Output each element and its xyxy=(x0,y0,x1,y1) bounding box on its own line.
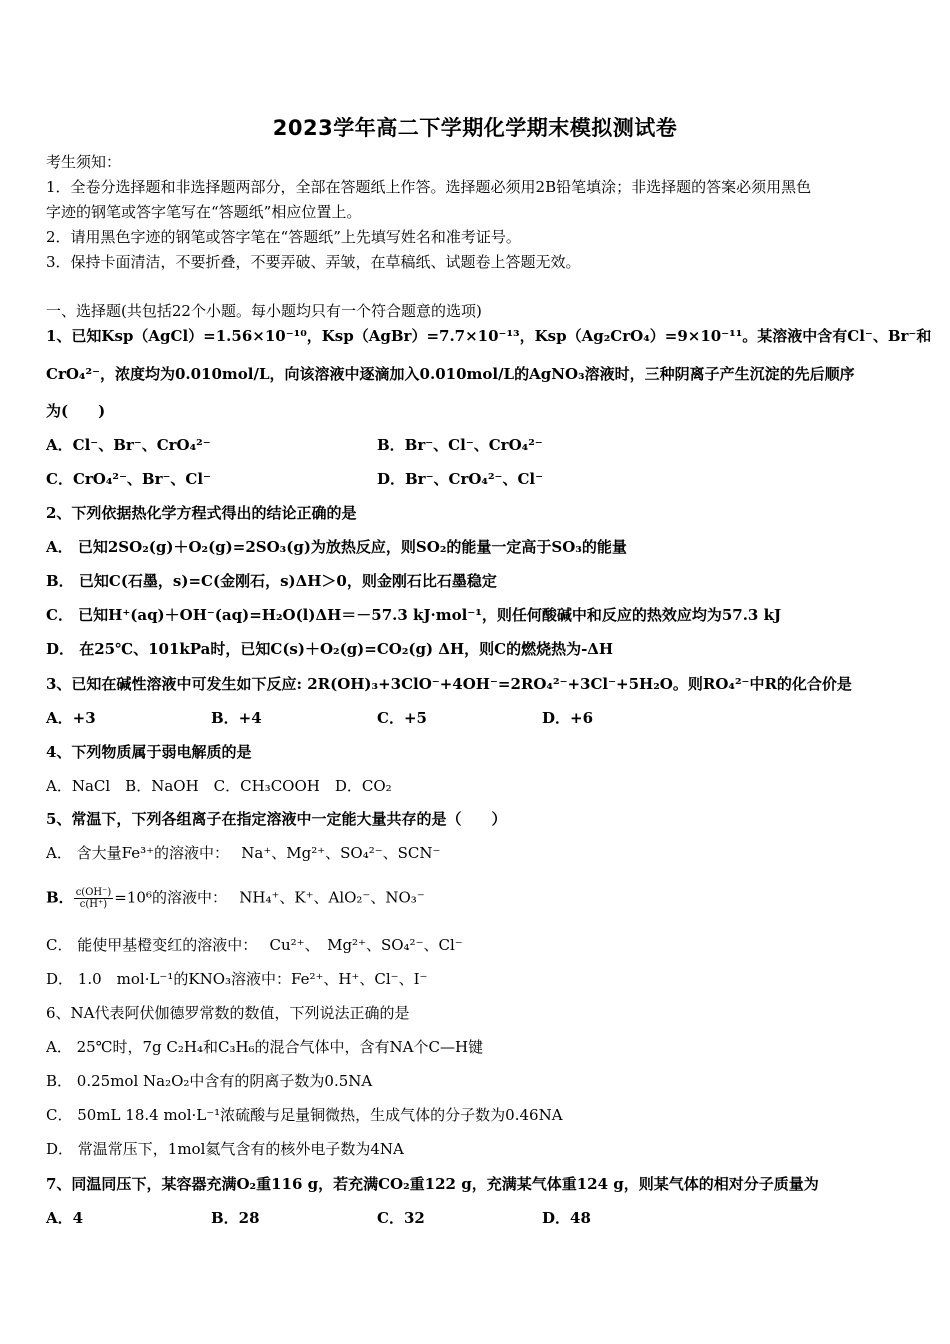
q1-option-a: A．Cl⁻、Br⁻、CrO₄²⁻ xyxy=(46,436,211,454)
q1-option-b: B．Br⁻、Cl⁻、CrO₄²⁻ xyxy=(377,436,543,454)
q7-option-a: A．4 xyxy=(46,1209,84,1227)
q7-option-d: D．48 xyxy=(542,1209,591,1227)
fraction-denominator: c(H⁺) xyxy=(79,899,108,910)
q2-option-a: A． 已知2SO₂(g)＋O₂(g)=2SO₃(g)为放热反应，则SO₂的能量一定高于SO₃的能量 xyxy=(46,538,627,556)
q4-stem: 4、下列物质属于弱电解质的是 xyxy=(46,743,252,761)
q5-option-b xyxy=(46,887,425,910)
fraction-numerator: c(OH⁻) xyxy=(75,887,112,898)
q5-stem: 5、常温下，下列各组离子在指定溶液中一定能大量共存的是（ ） xyxy=(46,810,507,828)
q4-options: A．NaCl B．NaOH C．CH₃COOH D．CO₂ xyxy=(46,777,392,795)
q5-option-b-letter: B． xyxy=(46,888,74,907)
q2-option-c: C． 已知H⁺(aq)＋OH⁻(aq)=H₂O(l)ΔH＝－57.3 kJ·mol⁻¹，则任何酸碱中和反应的热效应均为57.3 kJ xyxy=(46,606,782,624)
notice-line-3: 3．保持卡面清洁，不要折叠，不要弄破、弄皱，在草稿纸、试题卷上答题无效。 xyxy=(46,253,581,271)
q6-stem: 6、NA代表阿伏伽德罗常数的数值，下列说法正确的是 xyxy=(46,1004,410,1022)
q3-option-c: C．+5 xyxy=(377,709,427,727)
notice-line-1: 1．全卷分选择题和非选择题两部分，全部在答题纸上作答。选择题必须用2B铅笔填涂；非选择题的答案必须用黑色 xyxy=(46,178,812,196)
q1-stem-line-1: 1、已知Ksp（AgCl）=1.56×10⁻¹⁰，Ksp（AgBr）=7.7×10⁻¹³，Ksp（Ag₂CrO₄）=9×10⁻¹¹。某溶液中含有Cl⁻、Br⁻和 xyxy=(46,327,932,345)
q7-stem: 7、同温同压下，某容器充满O₂重116 g，若充满CO₂重122 g，充满某气体重124 g，则某气体的相对分子质量为 xyxy=(46,1175,819,1193)
q7-option-c: C．32 xyxy=(377,1209,425,1227)
q5-option-b-text: =10⁶的溶液中： NH₄⁺、K⁺、AlO₂⁻、NO₃⁻ xyxy=(114,888,425,907)
notice-line-1b: 字迹的钢笔或答字笔写在“答题纸”相应位置上。 xyxy=(46,203,362,221)
page-title: 2023学年高二下学期化学期末模拟测试卷 xyxy=(272,116,678,140)
notice-heading: 考生须知： xyxy=(46,153,122,171)
q5-option-d: D． 1.0 mol·L⁻¹的KNO₃溶液中：Fe²⁺、H⁺、Cl⁻、I⁻ xyxy=(46,970,428,988)
q5-option-a: A． 含大量Fe³⁺的溶液中： Na⁺、Mg²⁺、SO₄²⁻、SCN⁻ xyxy=(46,844,441,862)
ratio-fraction xyxy=(74,887,114,910)
q3-stem: 3、已知在碱性溶液中可发生如下反应: 2R(OH)₃+3ClO⁻+4OH⁻=2RO₄²⁻+3Cl⁻+5H₂O。则RO₄²⁻中R的化合价是 xyxy=(46,675,852,693)
q1-stem-line-3: 为( ) xyxy=(46,402,106,420)
q1-option-c: C．CrO₄²⁻、Br⁻、Cl⁻ xyxy=(46,470,211,488)
q3-option-a: A．+3 xyxy=(46,709,96,727)
q6-option-d: D． 常温常压下，1mol氦气含有的核外电子数为4NA xyxy=(46,1140,404,1158)
q5-option-c: C． 能使甲基橙变红的溶液中： Cu²⁺、 Mg²⁺、SO₄²⁻、Cl⁻ xyxy=(46,936,463,954)
q3-option-b: B．+4 xyxy=(211,709,262,727)
q3-option-d: D．+6 xyxy=(542,709,594,727)
q6-option-a: A． 25℃时，7g C₂H₄和C₃H₆的混合气体中，含有NA个C—H键 xyxy=(46,1038,484,1056)
notice-line-2: 2．请用黑色字迹的钢笔或答字笔在“答题纸”上先填写姓名和准考证号。 xyxy=(46,228,521,246)
q6-option-b: B． 0.25mol Na₂O₂中含有的阴离子数为0.5NA xyxy=(46,1072,373,1090)
q1-stem-line-2: CrO₄²⁻，浓度均为0.010mol/L，向该溶液中逐滴加入0.010mol/L的AgNO₃溶液时，三种阴离子产生沉淀的先后顺序 xyxy=(46,365,855,383)
q2-option-d: D． 在25℃、101kPa时，已知C(s)＋O₂(g)=CO₂(g) ΔH，则C的燃烧热为-ΔH xyxy=(46,640,614,658)
q7-option-b: B．28 xyxy=(211,1209,260,1227)
q2-option-b: B． 已知C(石墨，s)=C(金刚石，s)ΔH＞0，则金刚石比石墨稳定 xyxy=(46,572,497,590)
q2-stem: 2、下列依据热化学方程式得出的结论正确的是 xyxy=(46,504,357,522)
q1-option-d: D．Br⁻、CrO₄²⁻、Cl⁻ xyxy=(377,470,544,488)
q6-option-c: C． 50mL 18.4 mol·L⁻¹浓硫酸与足量铜微热，生成气体的分子数为0.46NA xyxy=(46,1106,563,1124)
section-heading: 一、选择题(共包括22个小题。每小题均只有一个符合题意的选项) xyxy=(46,302,482,320)
